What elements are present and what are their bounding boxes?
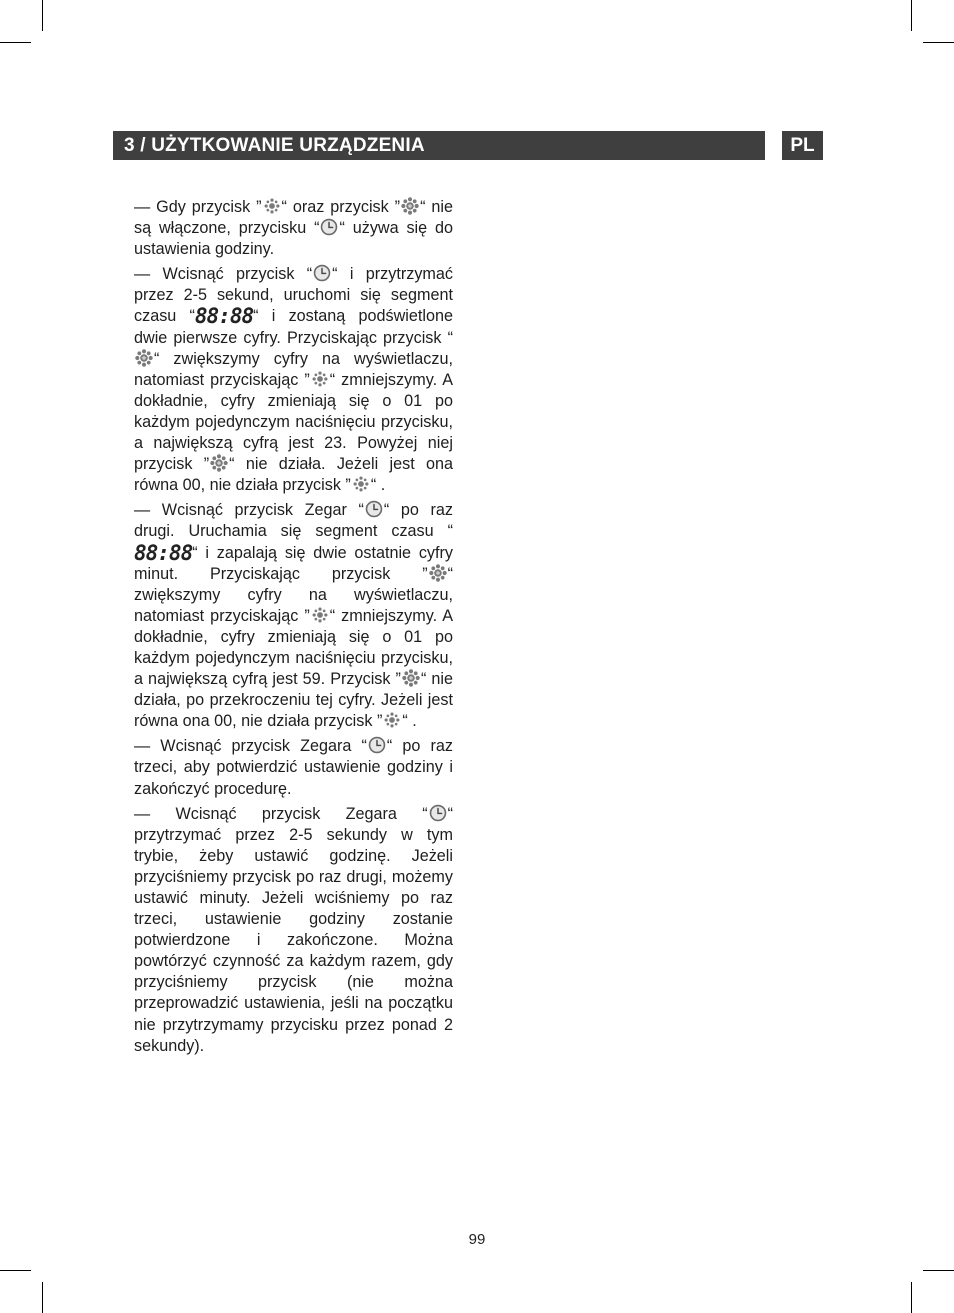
- paragraph: — Gdy przycisk ” “ oraz przycisk ” “ nie są włączone, przycisku “ “ używa się do ustawienia godziny.: [134, 198, 453, 259]
- crop-mark: [911, 0, 912, 31]
- minus-sun-icon: [352, 475, 370, 493]
- paragraph: — Wcisnąć przycisk Zegara “ “ przytrzymać przez 2-5 sekundy w tym trybie, żeby ustawić godzinę. Jeżeli przyciśniemy przycisk po raz drugi, możemy ustawić minuty. Jeżeli wciśniemy po raz trzeci, ustawienie godziny zostanie potwierdzone i zakończone. Można powtórzyć czynność za każdym razem, gdy przyciśniemy przycisk (nie można przeprowadzić ustawienia, jeśli na początku nie przytrzymamy przycisku przez ponad 2 sekundy).: [134, 804, 453, 1055]
- page-number: 99: [468, 1231, 486, 1248]
- instructions-column: [134, 197, 453, 1061]
- crop-mark: [923, 42, 954, 43]
- plus-sun-icon: [135, 349, 153, 367]
- plus-sun-icon: [210, 454, 228, 472]
- plus-sun-icon: [401, 197, 419, 215]
- clock-icon: [429, 804, 447, 822]
- paragraph: — Wcisnąć przycisk Zegara “ “ po raz trzeci, aby potwierdzić ustawienie godziny i zakończyć procedurę.: [134, 737, 453, 798]
- time-segment-display: 88:88: [194, 304, 254, 329]
- crop-mark: [923, 1270, 954, 1271]
- clock-icon: [313, 264, 331, 282]
- minus-sun-icon: [311, 370, 329, 388]
- crop-mark: [42, 0, 43, 31]
- clock-icon: [368, 736, 386, 754]
- section-title: 3 / UŻYTKOWANIE URZĄDZENIA: [113, 131, 765, 160]
- clock-icon: [365, 500, 383, 518]
- paragraph: — Wcisnąć przycisk Zegar “ “ po raz drugi. Uruchamia się segment czasu “88:88“ i zapalają się dwie ostatnie cyfry minut. Przyciskając przycisk ” “ zwiększymy cyfry na wyświetlaczu, natomiast przyciskając ” “ zmniejszymy. A dokładnie, cyfry zmieniają się o 01 po każdym pojedynczym naciśnięciu przycisku, a największą cyfrą jest 59. Przycisk ” “ nie działa, po przekroczeniu tej cyfry. Jeżeli jest równa ona 00, nie działa przycisk ” “ .: [134, 501, 454, 731]
- plus-sun-icon: [402, 669, 420, 687]
- crop-mark: [0, 42, 31, 43]
- minus-sun-icon: [383, 711, 401, 729]
- minus-sun-icon: [311, 606, 329, 624]
- clock-icon: [320, 218, 338, 236]
- paragraph: — Wcisnąć przycisk “ “ i przytrzymać przez 2-5 sekund, uruchomi się segment czasu “88:88“ i zostaną podświetlone dwie pierwsze cyfry. Przyciskając przycisk ““ zwiększymy cyfry na wyświetlaczu, natomiast przyciskając ” “ zmniejszymy. A dokładnie, cyfry zmieniają się o 01 po każdym pojedynczym naciśnięciu przycisku, a największą cyfrą jest 23. Powyżej niej przycisk ” “ nie działa. Jeżeli jest ona równa 00, nie działa przycisk ” “ .: [134, 265, 453, 495]
- plus-sun-icon: [429, 564, 447, 582]
- language-badge: PL: [782, 131, 823, 160]
- crop-mark: [0, 1270, 31, 1271]
- minus-sun-icon: [263, 197, 281, 215]
- time-segment-display: 88:88: [134, 540, 193, 565]
- crop-mark: [911, 1282, 912, 1313]
- crop-mark: [42, 1282, 43, 1313]
